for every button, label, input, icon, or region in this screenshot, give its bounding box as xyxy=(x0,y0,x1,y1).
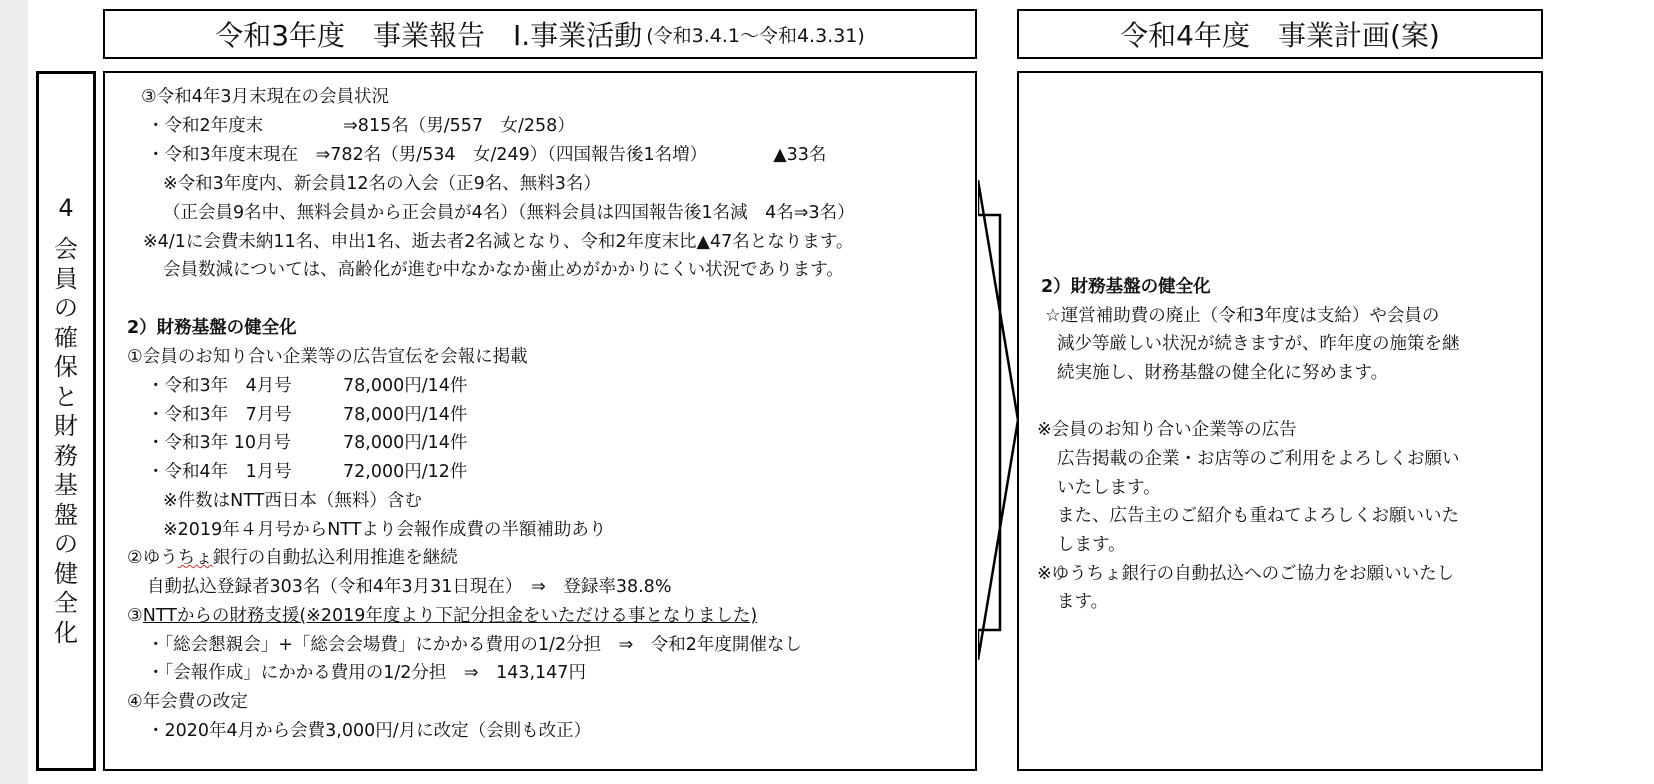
regular-members-note: （正会員9名中、無料会員から正会員が4名）（無料会員は四国報告後1名減 4名⇒3名） xyxy=(163,203,855,223)
ntt-support-general-meeting: ・「総会懇親会」+「総会会場費」にかかる費用の1/2分担 ⇒ 令和2年度開催なし xyxy=(147,635,802,655)
side-label-char: 確 xyxy=(54,323,78,352)
chevron-right-arrow xyxy=(978,180,1018,660)
side-label-char: と xyxy=(54,382,78,411)
plan-header xyxy=(1017,9,1543,59)
side-label-char: 務 xyxy=(54,441,78,470)
slide xyxy=(28,0,1654,784)
ad-row: ・令和3年 10月号 78,000円/14件 xyxy=(147,433,468,453)
side-label-char: の xyxy=(54,530,78,559)
plan-ads-heading: ※会員のお知り合い企業等の広告 xyxy=(1037,420,1297,440)
side-label-char: 財 xyxy=(54,412,78,441)
side-label-char: 全 xyxy=(54,589,78,618)
plan-title: 令和4年度 事業計画(案) xyxy=(1120,19,1440,52)
ad-row: ・令和4年 1月号 72,000円/12件 xyxy=(147,462,468,482)
plan-content xyxy=(1017,71,1543,771)
side-label-char: の xyxy=(54,294,78,323)
section-side-label xyxy=(36,71,96,771)
auto-debit-heading: ②ゆうちょ銀行の自動払込利用推進を継続 xyxy=(127,548,458,568)
side-label-char: 保 xyxy=(54,353,78,382)
ad-row: ・令和3年 7月号 78,000円/14件 xyxy=(147,405,468,425)
report-content xyxy=(103,71,977,771)
side-label-char: 化 xyxy=(54,618,78,647)
plan-text: 減少等厳しい状況が続きますが、昨年度の施策を継 xyxy=(1057,334,1460,354)
decrease-note: ※4/1に会費未納11名、申出1名、逝去者2名減となり、令和2年度末比▲47名となります。 xyxy=(143,232,854,252)
side-label-char: 盤 xyxy=(54,500,78,529)
ad-row: ・令和3年 4月号 78,000円/14件 xyxy=(147,376,468,396)
ads-heading: ①会員のお知り合い企業等の広告宣伝を会報に掲載 xyxy=(127,347,528,367)
plan-text: ます。 xyxy=(1057,592,1109,612)
annual-fee-detail: ・2020年4月から会費3,000円/月に改定（会則も改正） xyxy=(147,721,592,741)
member-status-heading: ③令和4年3月末現在の会員状況 xyxy=(141,87,389,107)
report-title: 令和3年度 事業報告 Ⅰ.事業活動 xyxy=(215,19,643,52)
plan-text: します。 xyxy=(1057,535,1126,555)
ntt-subsidy-note: ※2019年４月号からNTTより会報作成費の半額補助あり xyxy=(163,520,607,540)
side-label-char: 健 xyxy=(54,559,78,588)
new-members-note: ※令和3年度内、新会員12名の入会（正9名、無料3名） xyxy=(163,174,601,194)
finance-heading: 2）財務基盤の健全化 xyxy=(127,318,297,338)
plan-finance-heading: 2）財務基盤の健全化 xyxy=(1041,277,1211,297)
decrease-comment: 会員数減については、高齢化が進む中なかなか歯止めがかかりにくい状況であります。 xyxy=(163,260,844,280)
plan-text: 続実施し、財務基盤の健全化に努めます。 xyxy=(1057,363,1389,383)
side-label-char: 員 xyxy=(54,264,78,293)
annual-fee-heading: ④年会費の改定 xyxy=(127,692,248,712)
plan-text: 広告掲載の企業・お店等のご利用をよろしくお願い xyxy=(1057,449,1460,469)
section-number: 4 xyxy=(58,193,74,222)
plan-text: いたします。 xyxy=(1057,478,1161,498)
ads-count-note: ※件数はNTT西日本（無料）含む xyxy=(163,491,422,511)
plan-auto-debit-note: ※ゆうちょ銀行の自動払込へのご協力をお願いいたし xyxy=(1037,564,1455,584)
auto-debit-stats: 自動払込登録者303名（令和4年3月31日現在） ⇒ 登録率38.8% xyxy=(147,577,672,597)
plan-text: ☆運営補助費の廃止（令和3年度は支給）や会員の xyxy=(1045,306,1440,326)
side-label-char: 基 xyxy=(54,471,78,500)
report-header xyxy=(103,9,977,59)
report-period: (令和3.4.1～令和4.3.31) xyxy=(646,24,865,47)
member-count-r3: ・令和3年度末現在 ⇒782名（男/534 女/249）（四国報告後1名増） ▲33名 xyxy=(147,145,827,165)
ntt-support-newsletter: ・「会報作成」にかかる費用の1/2分担 ⇒ 143,147円 xyxy=(147,663,586,683)
plan-text: また、広告主のご紹介も重ねてよろしくお願いいた xyxy=(1057,506,1460,526)
side-label-char: 会 xyxy=(54,235,78,264)
member-count-r2: ・令和2年度末 ⇒815名（男/557 女/258） xyxy=(147,116,575,136)
ntt-support-heading: ③NTTからの財務支援(※2019年度より下記分担金をいただける事となりました) xyxy=(127,606,758,626)
